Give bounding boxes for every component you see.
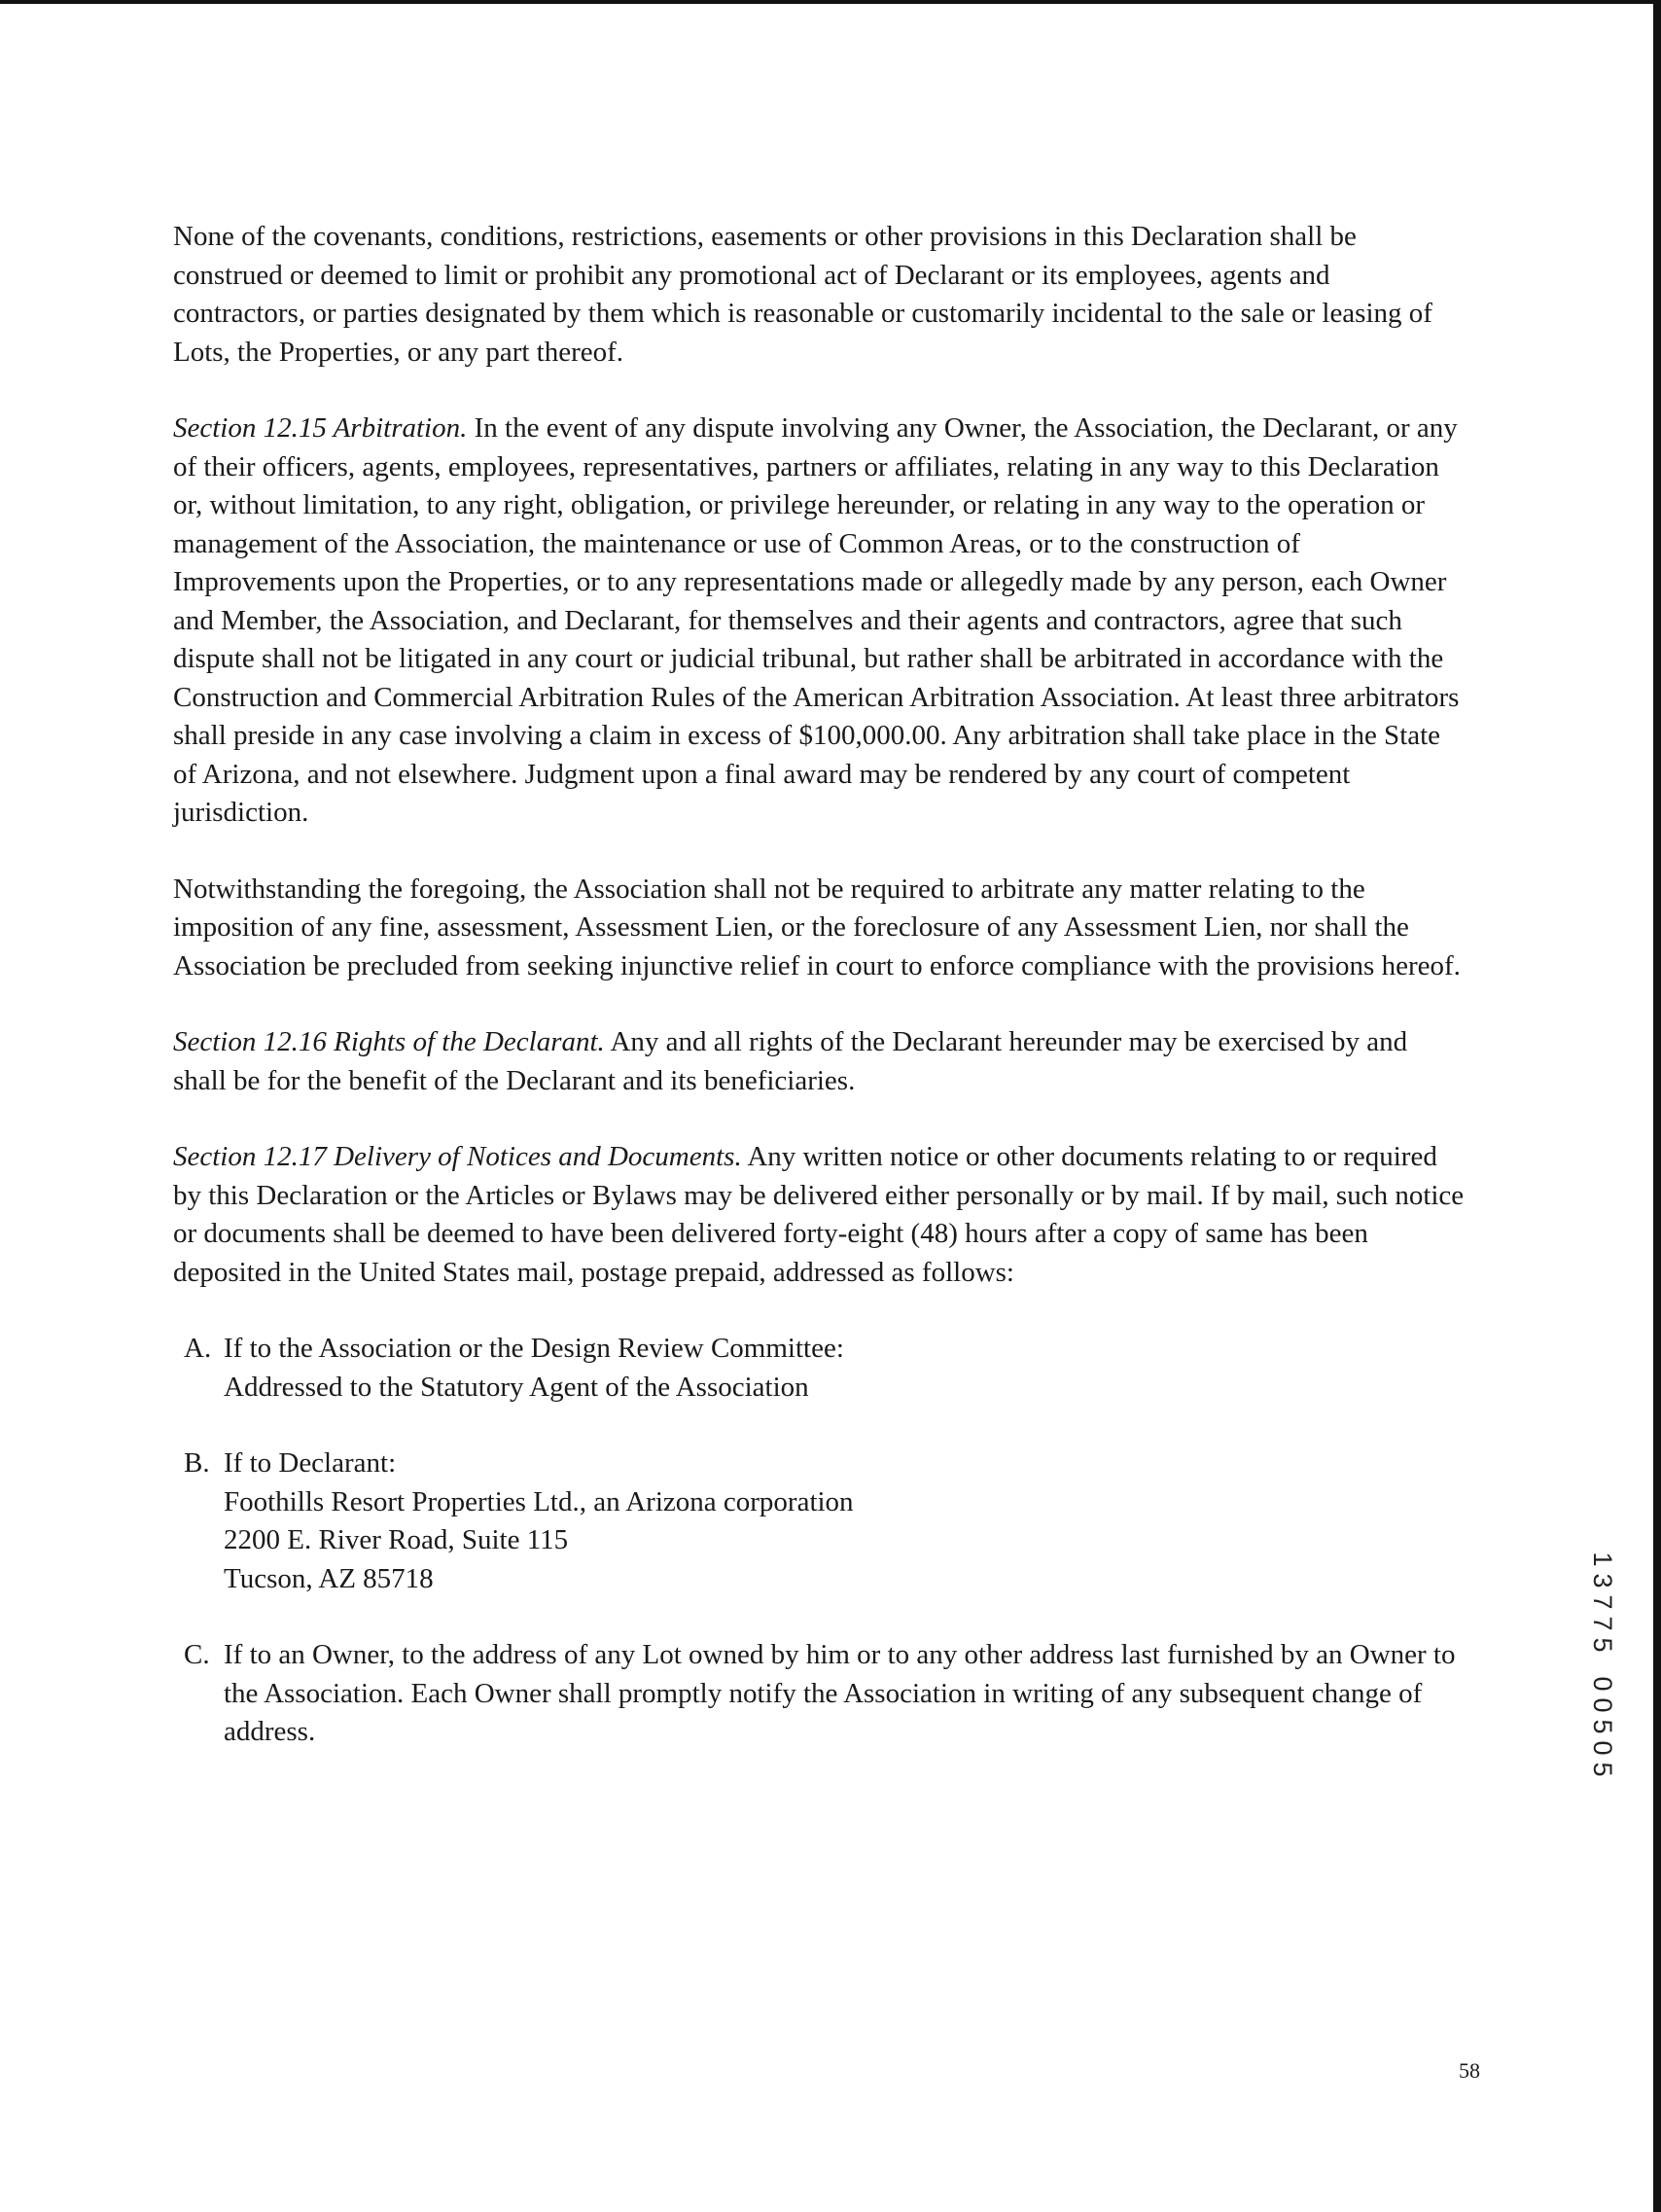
stamp-digit: 5 (1588, 1762, 1617, 1777)
paragraph-section-12-15 (173, 410, 1467, 833)
scan-border-right (1653, 0, 1661, 2212)
page-number: 58 (1459, 2058, 1480, 2083)
paragraph-notwithstanding (173, 871, 1467, 986)
stamp-digit: 0 (1588, 1697, 1617, 1713)
address-item-declarant (173, 1445, 1467, 1598)
section-heading: Section 12.17 Delivery of Notices and Documents. (173, 1141, 742, 1172)
stamp-digit: 0 (1588, 1676, 1617, 1692)
stamp-digit: 7 (1588, 1594, 1617, 1610)
list-marker: A. (184, 1333, 212, 1364)
address-line: If to an Owner, to the address of any Lot owned by him or to any other address last furnished by an Owner to the Association. Each Owner shall promptly notify the Association in writing of any subsequent change of address. (224, 1639, 1456, 1747)
address-line: If to Declarant: (224, 1447, 397, 1479)
stamp-digit: 0 (1588, 1740, 1617, 1756)
paragraph-promotional-acts (173, 218, 1467, 372)
stamp-digit: 5 (1588, 1719, 1617, 1734)
address-line: Foothills Resort Properties Ltd., an Arizona corporation (224, 1485, 854, 1517)
section-heading: Section 12.16 Rights of the Declarant. (173, 1026, 605, 1057)
paragraph-text: Any and all rights of the Declarant hereunder may be exercised by and shall be for the benefit of the Declarant and its beneficiaries. (173, 1026, 1408, 1096)
recording-number-stamp (1585, 1549, 1620, 1780)
paragraph-text: None of the covenants, conditions, restrictions, easements or other provisions in this Declaration shall be construed or deemed to limit or prohibit any promotional act of Declarant or its employees, agents and contractors, or parties designated by them which is reasonable or customarily incidental to the sale or leasing of Lots, the Properties, or any part thereof. (173, 221, 1432, 368)
document-body (173, 218, 1467, 1790)
paragraph-text: In the event of any dispute involving any Owner, the Association, the Declarant, or any of their officers, agents, employees, representatives, partners or affiliates, relating in any way to this Declaration or, without limitation, to any right, obligation, or privilege hereunder, or relating in any way to the operation or management of the Association, the maintenance or use of Common Areas, or to the construction of Improvements upon the Properties, or to any representations made or allegedly made by any person, each Owner and Member, the Association, and Declarant, for themselves and their agents and contractors, agree that such dispute shall not be litigated in any court or judicial tribunal, but rather shall be arbitrated in accordance with the Construction and Commercial Arbitration Rules of the American Arbitration Association. At least three arbitrators shall preside in any case involving a claim in excess of $100,000.00. Any arbitration shall take place in the State of Arizona, and not elsewhere. Judgment upon a final award may be rendered by any court of competent jurisdiction. (173, 412, 1460, 828)
list-marker: B. (184, 1447, 210, 1479)
stamp-digit: 7 (1588, 1616, 1617, 1631)
paragraph-section-12-17 (173, 1138, 1467, 1292)
stamp-digit: 1 (1588, 1552, 1617, 1567)
address-line: Tucson, AZ 85718 (224, 1562, 434, 1594)
scan-border-top (0, 0, 1661, 4)
notice-address-list (173, 1330, 1467, 1752)
address-line: Addressed to the Statutory Agent of the Association (224, 1371, 809, 1403)
address-line: If to the Association or the Design Review Committee: (224, 1333, 844, 1364)
address-item-association (173, 1330, 1467, 1407)
list-marker: C. (184, 1639, 210, 1670)
paragraph-text: Notwithstanding the foregoing, the Association shall not be required to arbitrate any matter relating to the imposition of any fine, assessment, Assessment Lien, or the foreclosure of any Assessment Lien, nor shall the Association be precluded from seeking injunctive relief in court to enforce compliance with the provisions hereof. (173, 873, 1461, 981)
paragraph-text: Any written notice or other documents relating to or required by this Declaration or the Articles or Bylaws may be delivered either personally or by mail. If by mail, such notice or documents shall be deemed to have been delivered forty-eight (48) hours after a copy of same has been deposited in the United States mail, postage prepaid, addressed as follows: (173, 1141, 1465, 1288)
stamp-digit: 3 (1588, 1573, 1617, 1588)
address-item-owner (173, 1636, 1467, 1752)
stamp-digit: 5 (1588, 1637, 1617, 1653)
section-heading: Section 12.15 Arbitration. (173, 412, 468, 444)
address-line: 2200 E. River Road, Suite 115 (224, 1524, 569, 1555)
paragraph-section-12-16 (173, 1023, 1467, 1100)
